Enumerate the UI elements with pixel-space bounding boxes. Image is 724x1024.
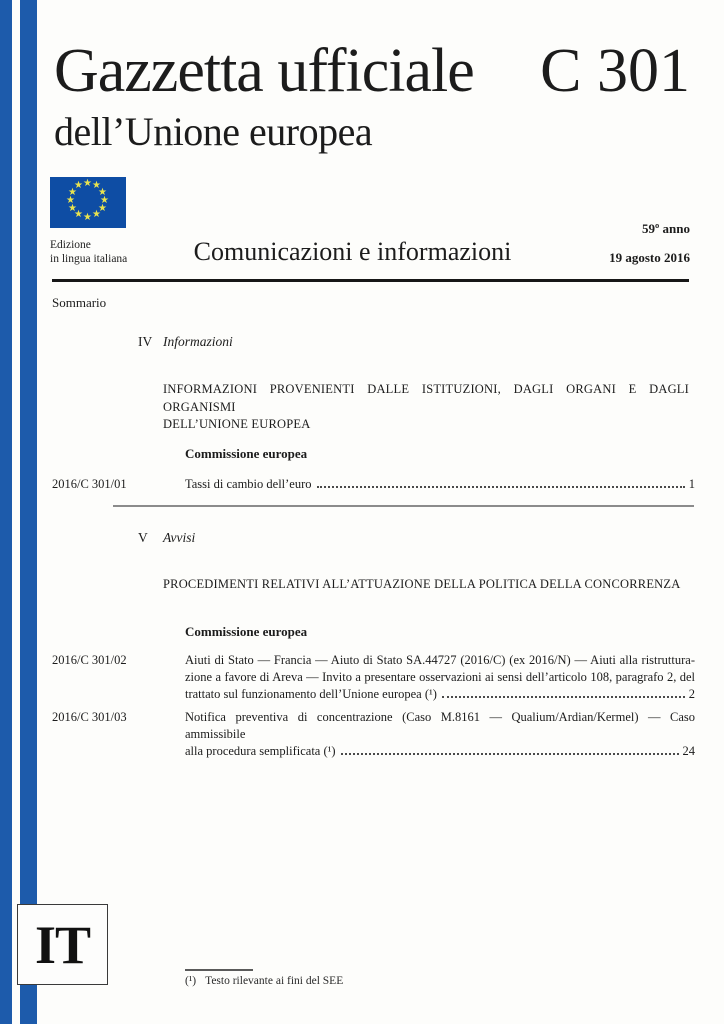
eu-star-icon: ★ <box>83 212 92 223</box>
eu-star-icon: ★ <box>92 209 101 220</box>
language-code: IT <box>34 914 91 975</box>
footnote-marker: (¹) <box>185 975 197 987</box>
dotted-leader <box>442 696 685 698</box>
eu-star-icon: ★ <box>100 195 109 206</box>
section-numeral: IV <box>138 334 153 349</box>
journal-title: Gazzetta ufficiale <box>54 37 474 105</box>
organisation-heading: Commissione europea <box>185 624 308 639</box>
footnote <box>185 975 343 987</box>
subheading-line: PROCEDIMENTI RELATIVI ALL’ATTUAZIONE DELLA POLITICA DELLA CONCORRENZA <box>163 577 681 591</box>
edition-label <box>50 238 127 266</box>
dotted-leader <box>341 753 679 755</box>
footnote-rule <box>185 969 253 971</box>
toc-entry-text: Aiuti di Stato — Francia — Aiuto di Stato SA.44727 (2016/C) (ex 2016/N) — Aiuti alla ristruttura- <box>185 653 695 667</box>
eu-flag-icon <box>50 177 126 228</box>
journal-subtitle: dell’Unione europea <box>54 109 373 154</box>
eu-star-icon: ★ <box>98 187 107 198</box>
toc-entry-text: alla procedura semplificata (¹) <box>185 744 336 758</box>
dotted-leader <box>317 486 685 488</box>
section-subheading-iv <box>163 381 689 434</box>
eu-star-icon: ★ <box>83 178 92 189</box>
summary-heading: Sommario <box>52 295 107 310</box>
eu-star-icon: ★ <box>68 187 77 198</box>
left-accent-stripe-inner <box>20 0 37 1024</box>
edition-line2: in lingua italiana <box>50 253 128 265</box>
left-accent-stripe-outer <box>0 0 12 1024</box>
toc-entry <box>52 652 695 703</box>
category-title: Comunicazioni e informazioni <box>193 237 512 266</box>
footnote-text: Testo rilevante ai fini del SEE <box>205 975 344 987</box>
year-annotation: 59º anno <box>641 221 690 236</box>
section-title: Informazioni <box>163 334 233 349</box>
toc-entry-text: zione a favore di Areva — Invito a presentare osservazioni ai sensi dell’articolo 108, paragrafo 2, del <box>185 670 695 684</box>
section-title: Avvisi <box>163 530 196 545</box>
toc-entry-text: Tassi di cambio dell’euro <box>185 477 312 491</box>
issue-date: 19 agosto 2016 <box>609 250 690 265</box>
subheading-line: DELL’UNIONE EUROPEA <box>163 417 311 431</box>
toc-entry <box>52 709 695 760</box>
eu-star-icon: ★ <box>74 209 83 220</box>
toc-entry-text: Notifica preventiva di concentrazione (Caso M.8161 — Qualium/Ardian/Kermel) — Caso ammissibile <box>185 710 695 741</box>
edition-line1: Edizione <box>50 239 91 251</box>
toc-entry-page: 2 <box>688 687 695 701</box>
toc-entry-id: 2016/C 301/03 <box>52 710 127 724</box>
eu-star-icon: ★ <box>68 203 77 214</box>
issue-number: C 301 <box>540 37 690 105</box>
toc-entry-page: 1 <box>688 477 695 491</box>
language-code-badge <box>17 904 108 985</box>
toc-entry-id: 2016/C 301/01 <box>52 477 127 491</box>
section-divider-rule <box>113 505 694 507</box>
toc-entry-text: trattato sul funzionamento dell’Unione europea (¹) <box>185 687 437 701</box>
eu-star-icon: ★ <box>92 180 101 191</box>
toc-entry <box>52 476 695 493</box>
masthead-divider-rule <box>52 279 689 282</box>
eu-star-icon: ★ <box>66 195 75 206</box>
section-subheading-v <box>163 576 689 594</box>
subheading-line: INFORMAZIONI PROVENIENTI DALLE ISTITUZIONI, DAGLI ORGANI E DAGLI ORGANISMI <box>163 382 689 414</box>
eu-star-icon: ★ <box>74 180 83 191</box>
toc-entry-id: 2016/C 301/02 <box>52 653 127 667</box>
toc-entry-page: 24 <box>682 744 695 758</box>
organisation-heading: Commissione europea <box>185 446 308 461</box>
eu-star-icon: ★ <box>98 203 107 214</box>
section-numeral: V <box>138 530 148 545</box>
